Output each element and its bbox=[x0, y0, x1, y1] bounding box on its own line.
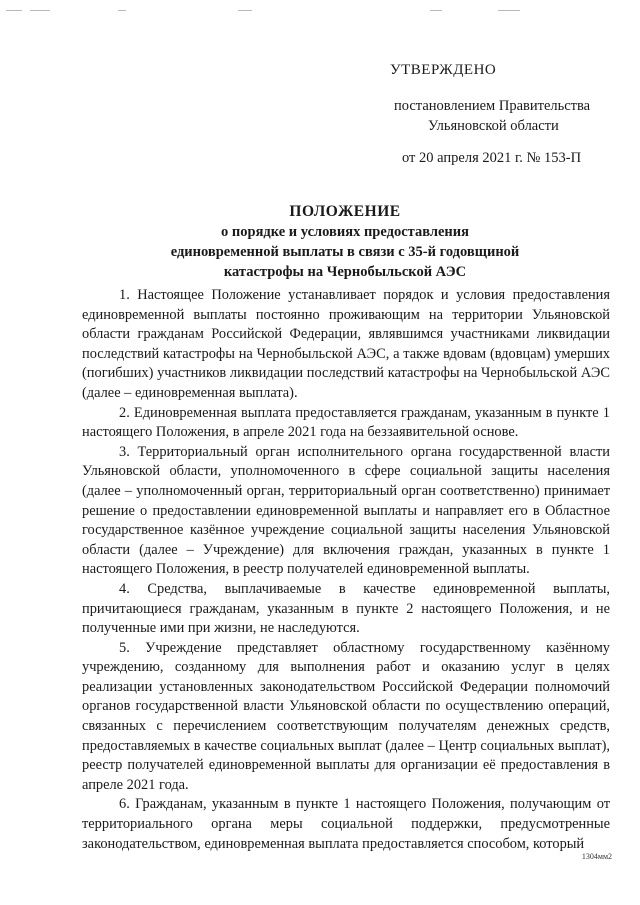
paragraph-2: 2. Единовременная выплата предоставляется гражданам, указанным в пункте 1 настоящего Положения, в апреле 2021 года на беззаявительной основе. bbox=[82, 404, 610, 441]
scan-artifact bbox=[6, 10, 22, 11]
paragraph-6: 6. Гражданам, указанным в пункте 1 настоящего Положения, получающим от территориального органа меры социальной поддержки, предусмотренные законодательством, единовременная выплата предоставляется способом, который bbox=[82, 796, 610, 852]
paragraph-4: 4. Средства, выплачиваемые в качестве единовременной выплаты, причитающиеся гражданам, указанным в пункте 2 настоящего Положения, и не полученные ими при жизни, не наследуются. bbox=[82, 580, 610, 637]
title-line-3: катастрофы на Чернобыльской АЭС bbox=[223, 264, 467, 280]
document-title bbox=[60, 202, 630, 282]
scan-artifact bbox=[30, 10, 50, 11]
approved-stamp-text: УТВЕРЖДЕНО bbox=[390, 62, 497, 78]
paragraph-3: 3. Территориальный орган исполнительного органа государственной власти Ульяновской области, уполномоченного в сфере социальной защиты населения (далее – уполномоченный орган, территориальный орган соответственно) принимает решение о предоставлении единовременной выплаты и направляет его в Областное государственное казённое учреждение социальной защиты населения Ульяновской области (далее – Учреждение) для включения граждан, указанных в пункте 1 настоящего Положения, в реестр получателей единовременной выплаты. bbox=[82, 443, 610, 578]
title-main: ПОЛОЖЕНИЕ bbox=[289, 203, 401, 220]
title-line-1: о порядке и условиях предоставления bbox=[221, 224, 469, 240]
document-code: 1304мм2 bbox=[581, 852, 612, 861]
decree-issuer: постановлением Правительства bbox=[394, 98, 591, 114]
scan-artifact bbox=[238, 10, 252, 11]
scan-artifact bbox=[430, 10, 442, 11]
decree-date-number: от 20 апреля 2021 г. № 153-П bbox=[402, 150, 582, 166]
scan-artifact bbox=[498, 10, 520, 11]
paragraph-1: 1. Настоящее Положение устанавливает порядок и условия предоставления единовременной выплаты постоянно проживающим на территории Ульяновской области гражданам Российской Федерации, являвшимся участниками ликвидации последствий катастрофы на Чернобыльской АЭС, а также вдовам (вдовцам) умерших (погибших) участников ликвидации последствий катастрофы на Чернобыльской АЭС (далее – единовременная выплата). bbox=[82, 287, 610, 401]
document-body bbox=[82, 286, 610, 854]
decree-region: Ульяновской области bbox=[428, 118, 559, 134]
paragraph-5: 5. Учреждение представляет областному государственному казённому учреждению, созданному для выполнения работ и оказанию услуг в целях реализации установленных законодательством Российской Федерации полномочий органов государственной власти Ульяновской области по осуществлению операций, связанных с перечислением соответствующим получателям денежных средств, предоставляемых в качестве социальных выплат (далее – Центр социальных выплат), реестр получателей единовременной выплаты для организации её предоставления в апреле 2021 года. bbox=[82, 639, 610, 793]
title-line-2: единовременной выплаты в связи с 35-й годовщиной bbox=[170, 244, 520, 260]
scan-artifact bbox=[118, 10, 126, 11]
